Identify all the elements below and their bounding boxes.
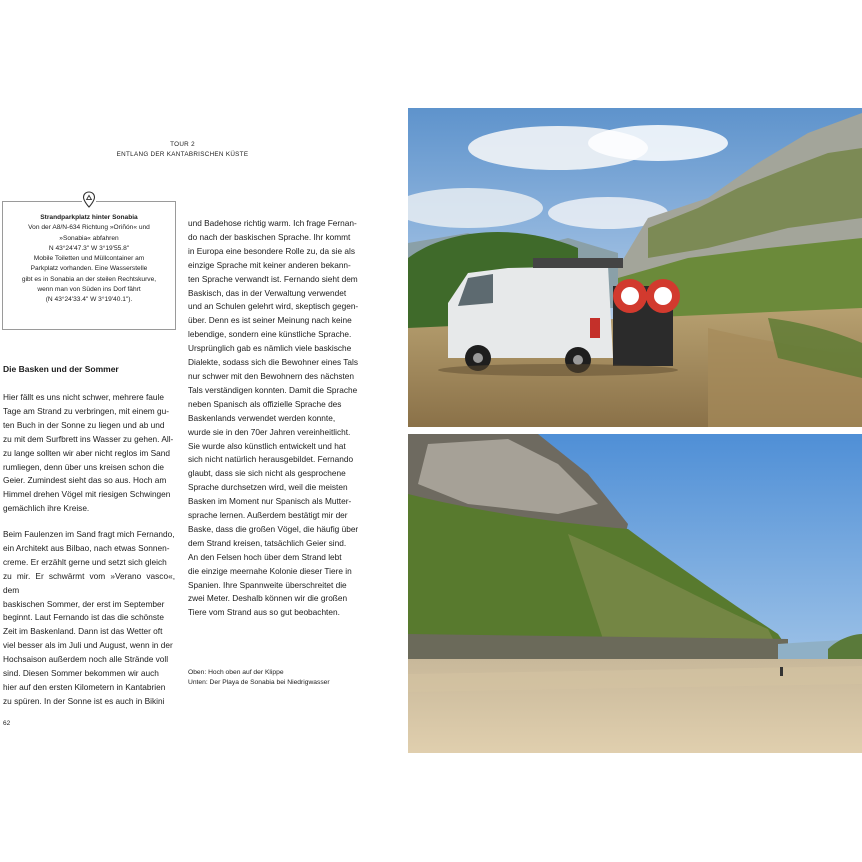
tour-subtitle: ENTLANG DER KANTABRISCHEN KÜSTE bbox=[116, 151, 249, 158]
text-line: zwei Meter. Deshalb können wir die großen bbox=[188, 593, 348, 604]
photo-beach-low-tide bbox=[408, 434, 862, 753]
text-line: rumliegen, denn über uns kreisen schon die bbox=[3, 461, 164, 472]
text-line: Tiere vom Strand aus so gut beobachten. bbox=[188, 607, 340, 618]
text-line: Sie wurde also künstlich entwickelt und hat bbox=[188, 440, 346, 451]
page-number: 62 bbox=[3, 720, 11, 727]
text-line: und Badehose richtig warm. Ich frage Fernan- bbox=[188, 218, 357, 228]
text-line: Basken im Moment nur Spanisch als Mutter- bbox=[188, 496, 352, 507]
photo-van-on-cliff bbox=[408, 108, 862, 427]
text-line: Geier. Zumindest sieht das so aus. Hoch am bbox=[3, 475, 167, 486]
text-line: ten Sprache verwandt ist. Fernando sieht dem bbox=[188, 273, 358, 284]
info-line: wenn man von Süden ins Dorf fährt bbox=[37, 286, 141, 294]
info-line: N 43°24'47.3" W 3°19'55.8" bbox=[48, 244, 130, 252]
text-line: wurde sie in den 70er Jahren vereinheitlicht. bbox=[188, 426, 351, 437]
text-line: nur schwer mit den Bewohnern des nächsten bbox=[188, 370, 355, 381]
info-line: (N 43°24'33.4" W 3°19'40.1"). bbox=[45, 296, 133, 304]
text-line: dem Strand kreisen, tatsächlich Geier sind. bbox=[188, 537, 347, 548]
text-line: Beim Faulenzen im Sand fragt mich Fernando, bbox=[3, 529, 175, 539]
parking-info-box bbox=[2, 201, 176, 330]
text-line: Hier fällt es uns nicht schwer, mehrere faule bbox=[3, 392, 164, 402]
text-line: Baskenlands verwendet werden konnte, bbox=[188, 412, 336, 423]
text-line: Baske, dass die großen Vögel, die häufig über bbox=[188, 523, 359, 534]
text-line: Dialekte, sodass sich die Bewohner eines Tals bbox=[188, 357, 359, 368]
text-line: zu mir. Er schwärmt vom »Verano vasco«, dem bbox=[3, 570, 175, 595]
info-box-title: Strandparkplatz hinter Sonabia bbox=[40, 214, 138, 221]
photo-captions bbox=[188, 668, 330, 688]
text-line: die einzige meernahe Kolonie dieser Tiere in bbox=[188, 565, 352, 576]
text-line: neben Spanisch als offizielle Sprache des bbox=[188, 398, 342, 409]
text-line: creme. Er erzählt gerne und setzt sich gleich bbox=[3, 556, 167, 567]
text-line: zu spüren. In der Sonne ist es auch in Bikini bbox=[3, 695, 165, 706]
text-line: Tage am Strand zu verbringen, mit einem gu- bbox=[3, 405, 170, 416]
running-header bbox=[100, 140, 265, 160]
text-line: glaubt, dass sie sich nicht als gesprochene bbox=[188, 468, 346, 479]
section-heading: Die Basken und der Sommer bbox=[3, 364, 119, 374]
tour-label: TOUR 2 bbox=[170, 141, 195, 148]
body-column-1-para-2 bbox=[3, 528, 175, 709]
text-line: zu mit dem Surfbrett ins Wasser zu gehen. All- bbox=[3, 433, 174, 444]
text-line: Baskisch, das in der Verwaltung verwendet bbox=[188, 287, 347, 298]
info-line: »Sonabia« abfahren bbox=[59, 234, 119, 242]
text-line: ten Buch in der Sonne zu liegen und ab und bbox=[3, 419, 165, 430]
text-line: Hochsaison außerdem noch alle Strände voll bbox=[3, 654, 169, 665]
text-line: viel besser als im Juli und August, wenn in der bbox=[3, 640, 173, 651]
info-line: Parkplatz vorhanden. Eine Wasserstelle bbox=[30, 265, 148, 273]
text-line: und an Schulen gelehrt wird, skeptisch gegen- bbox=[188, 301, 359, 312]
text-line: hier auf den ersten Kilometern in Kantabrien bbox=[3, 681, 166, 692]
text-line: Zeit im Baskenland. Dann ist das Wetter oft bbox=[3, 626, 163, 637]
info-line: gibt es in Sonabia an der steilen Rechtskurve, bbox=[21, 275, 157, 283]
text-line: Himmel drehen Vögel mit riesigen Schwingen bbox=[3, 489, 171, 500]
text-line: ein Architekt aus Bilbao, nach etwas Sonnen- bbox=[3, 542, 170, 553]
text-line: lebendige, sondern eine künstliche Sprache. bbox=[188, 329, 352, 340]
body-column-2 bbox=[188, 217, 360, 620]
caption-bottom: Unten: Der Playa de Sonabia bei Niedrigwasser bbox=[188, 679, 330, 686]
text-line: do nach der baskischen Sprache. Ihr kommt bbox=[188, 231, 351, 242]
info-line: Von der A8/N-634 Richtung »Oriñón« und bbox=[28, 224, 150, 232]
text-line: sich nicht natürlich herausgebildet. Fernando bbox=[188, 454, 354, 465]
text-line: sind. Diesen Sommer bekommen wir auch bbox=[3, 668, 159, 679]
text-line: sprache lernen. Außerdem bestätigt mir der bbox=[188, 510, 348, 521]
text-line: baskischen Sommer, der erst im September bbox=[3, 598, 165, 609]
text-line: Sprache durchsetzen wird, weil die meisten bbox=[188, 482, 348, 493]
text-line: einzige Sprache mit keiner anderen bekann- bbox=[188, 259, 351, 270]
info-line: Mobile Toiletten und Müllcontainer am bbox=[33, 255, 145, 263]
text-line: gemächlich ihre Kreise. bbox=[3, 503, 90, 514]
text-line: Tals verständigen konnten. Damit die Sprache bbox=[188, 384, 358, 395]
text-line: Spanien. Ihre Spannweite überschreitet die bbox=[188, 579, 347, 590]
text-line: Ursprünglich gab es nämlich viele baskische bbox=[188, 343, 352, 354]
text-line: beginnt. Laut Fernando ist das die schönste bbox=[3, 612, 164, 623]
text-line: über. Denn es ist seiner Meinung nach keine bbox=[188, 315, 352, 326]
text-line: in Europa eine besondere Rolle zu, da sie als bbox=[188, 245, 355, 256]
text-line: An den Felsen hoch über dem Strand lebt bbox=[188, 551, 342, 562]
body-column-1-para-1 bbox=[3, 391, 175, 516]
map-pin-icon bbox=[82, 191, 96, 209]
text-line: zu lange sollten wir aber nicht reglos im Sand bbox=[3, 447, 170, 458]
caption-top: Oben: Hoch oben auf der Klippe bbox=[188, 669, 284, 676]
